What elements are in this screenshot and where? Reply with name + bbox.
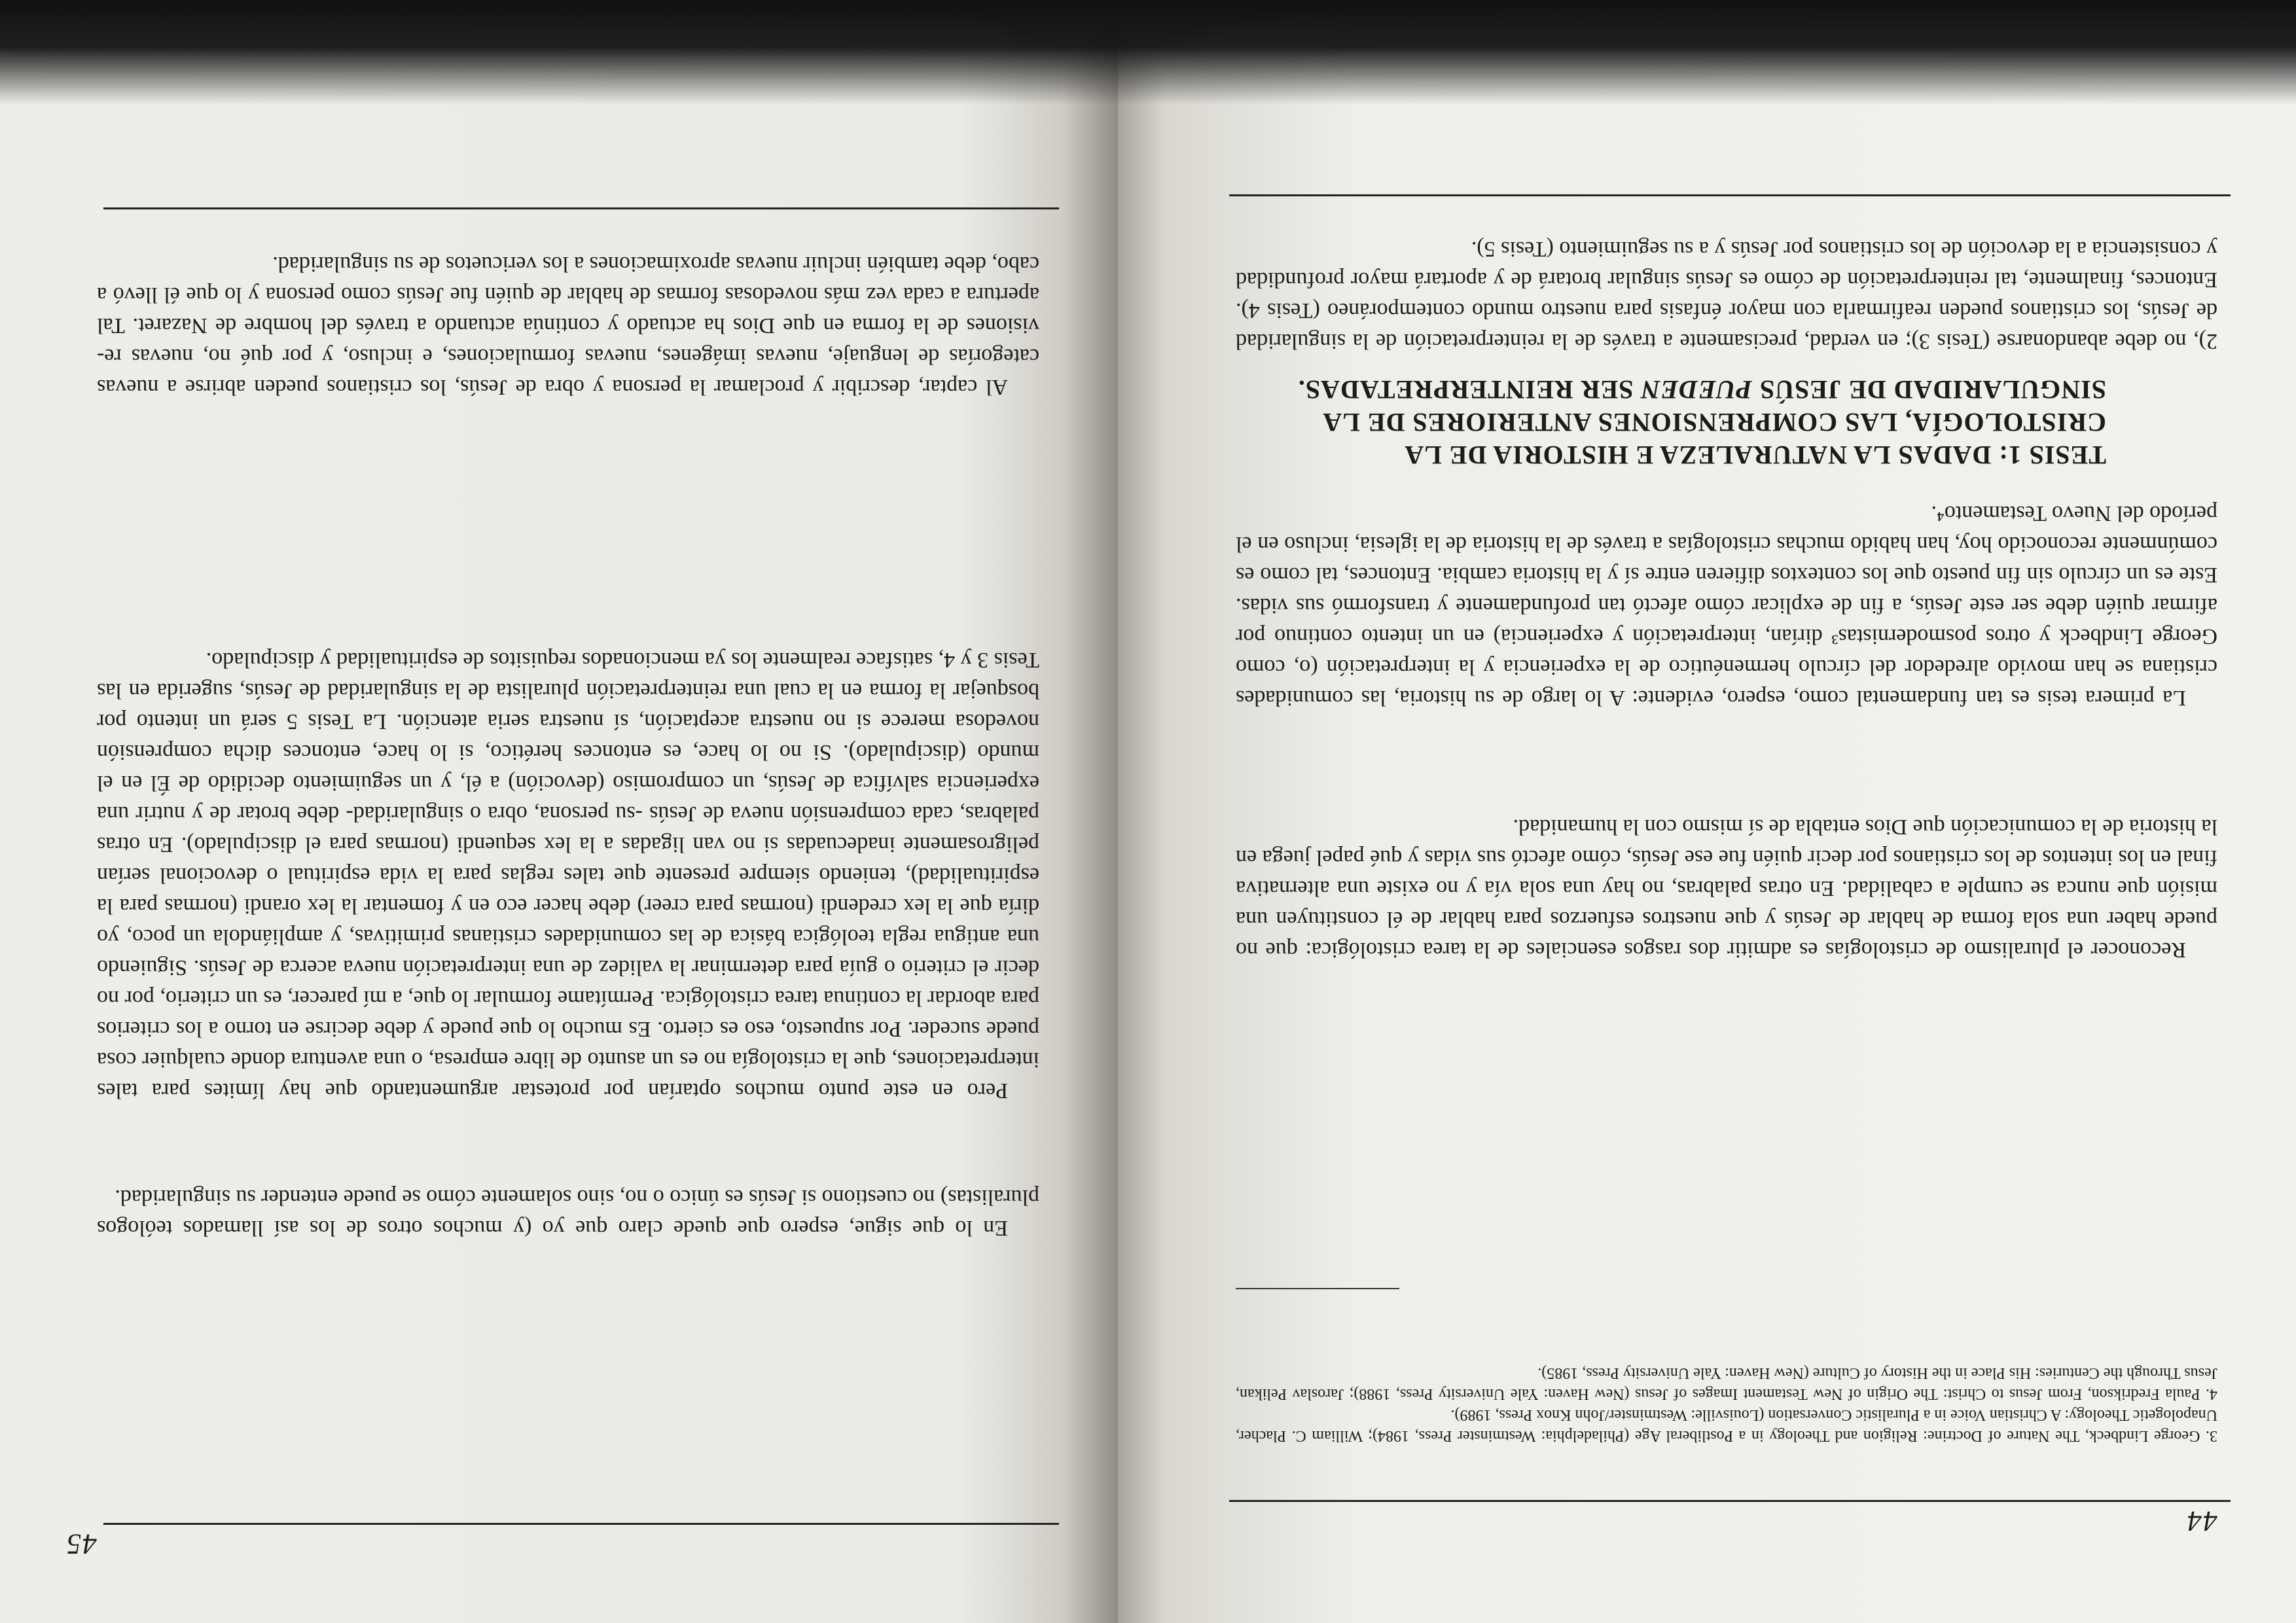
scan-shadow [0,0,2296,105]
section-heading [1236,373,2106,471]
paragraph: Pero en este punto muchos optarían por protestar argumentando que hay límites para tales interpretaciones, que la cristología no es un asunto de libre empresa, o una aventura donde cualquier cosa puede suceder. Por supuesto, eso es cierto. Es mucho lo que puede y debe decirse en torno a los criterios para abordar la continua tarea cristológica. Permítame formular lo que, a mí parecer, es un criterio, por no decir el criterio o guía para determinar la validez de una interpretación nueva acerca de Jesús. Siguiendo una antigua regla teológica básica de las comunidades cristianas primitivas, y ampliándola un poco, yo diría que la lex credendi (normas para creer) debe hacer eco en y fomentar la lex orandi (normas para la espiritualidad), teniendo siempre presente que tales reglas para la vida espiritual o devocional serían peligrosamente inadecuadas si no van ligadas a la lex sequendi (normas para el discipulado). En otras palabras, cada comprensión nueva de Jesús -su persona, obra o singularidad- debe brotar de y nutrir una experiencia salvífica de Jesús, un compromiso (devoción) a él, y un seguimiento decidido de Él en el mundo (discipulado). Si no lo hace, es entonces herético, si lo hace, entonces dicha comprensión novedosa merece si no nuestra aceptación, sí nuestra seria atención. La Tesis 5 será un intento por bosquejar la forma en la cual una reinterpretación pluralista de la singularidad de Jesús, sugerida en las Tesis 3 y 4, satisface realmente los ya mencionados requisitos de espiritualidad y discipulado. [97,648,1039,1103]
paragraph: En lo que sigue, espero que quede claro que yo (y muchos otros de los así llamados teólogos pluralistas) no cuestiono si Jesús es único o no, sino solamente cómo se puede entender su singularidad. [97,1185,1039,1240]
paragraph-block-1 [97,249,1039,402]
heading-line: SINGULARIDAD DE JESÚS PUEDEN SER REINTERPRETADAS. [1297,375,2106,404]
continuation-text [1236,234,2217,357]
footnote-separator [1236,1288,1399,1289]
footnote-4: 4. Paula Fredrikson, From Jesus to Christ: The Origin of New Testament Images of Jesus (New Haven: Yale University Press, 1988); Jaroslav Pelikan, Jesus Through the Centuries: His Place in the History of Culture (New Haven: Yale University Press, 1985). [1236,1364,2217,1402]
page-45 [0,0,1118,1623]
heading-line: CRISTOLOGÍA, LAS COMPRENSIONES ANTERIORES DE LA [1322,408,2106,437]
page-number: 45 [65,1528,97,1560]
paragraph: La primera tesis es tan fundamental como, espero, evidente: A lo largo de su historia, las comunidades cristiana se han movido alrededor del círculo hermenéutico de la experiencia y la interpretación (o, como George Lindbeck y otros posmodernistas³ dirían, interpretación y experiencia) en un intento continuo por afirmar quién debe ser este Jesús, a fin de explicar cómo afectó tan profundamente y transformó sus vidas. Este es un círculo sin fin puesto que los contextos difieren entre sí y la historia cambia. Entonces, tal como es comúnmente reconocido hoy, han habido muchas cristologías a través de la historia de la iglesia, incluso en el período del Nuevo Testamento⁴. [1236,501,2217,710]
footer-rule [103,207,1059,209]
header-rule [103,1523,1059,1525]
footnotes [1236,1363,2217,1446]
heading-line: TESIS 1: DADAS LA NATURALEZA E HISTORIA DE LA [1404,440,2106,470]
paragraph-block-3 [97,1182,1039,1243]
footnote-3: 3. George Lindbeck, The Nature of Doctrine: Religion and Theology in a Postliberal Age (Philadelphia: Westminster Press, 1984); William C. Placher, Unapologetic Theology: A Christian Voice in a Pluralistic Conversation (Louisville: Westminster/John Knox Press, 1989). [1236,1406,2217,1444]
paragraph-block-1 [1236,498,2217,713]
paragraph-block-2 [97,645,1039,1106]
page-44 [1118,0,2296,1623]
paragraph-block-2 [1236,812,2217,965]
paragraph: Al captar, describir y proclamar la persona y obra de Jesús, los cristianos pueden abrirse a nuevas categorías de lenguaje, nuevas imágenes, nuevas formulaciones, e incluso, y por qué no, nuevas re-visiones de la forma en que Dios ha actuado y continúa actuando a través del hombre de Nazaret. Tal apertura a cada vez más novedosas formas de hablar de quién fue Jesús como persona y lo que él llevó a cabo, debe también incluir nuevas aproximaciones a los vericuetos de su singularidad. [97,252,1039,399]
paragraph: 2), no debe abandonarse (Tesis 3); en verdad, precisamente a través de la reinterpretación de la singularidad de Jesús, los cristianos pueden reafirmarla con mayor énfasis para nuestro mundo contemporáneo (Tesis 4). Entonces, finalmente, tal reinterpretación de cómo es Jesús singular brotará de y aportará mayor profundidad y consistencia a la devoción de los cristianos por Jesús y a su seguimiento (Tesis 5). [1236,237,2217,353]
header-rule [1229,1500,2231,1502]
page-number: 44 [2186,1505,2217,1537]
footer-rule [1229,194,2231,196]
paragraph: Reconocer el pluralismo de cristologías es admitir dos rasgos esenciales de la tarea cristológica: que no puede haber una sola forma de hablar de Jesús y que nuestros esfuerzos para hablar de él constituyen una misión que nunca se cumple a cabalidad. En otras palabras, no hay una sola vía y no existe una alternativa final en los intentos de los cristianos por decir quién fue ese Jesús, cómo afectó sus vidas y qué papel juega en la historia de la comunicación que Dios entabla de sí mismo con la humanidad. [1236,815,2217,962]
